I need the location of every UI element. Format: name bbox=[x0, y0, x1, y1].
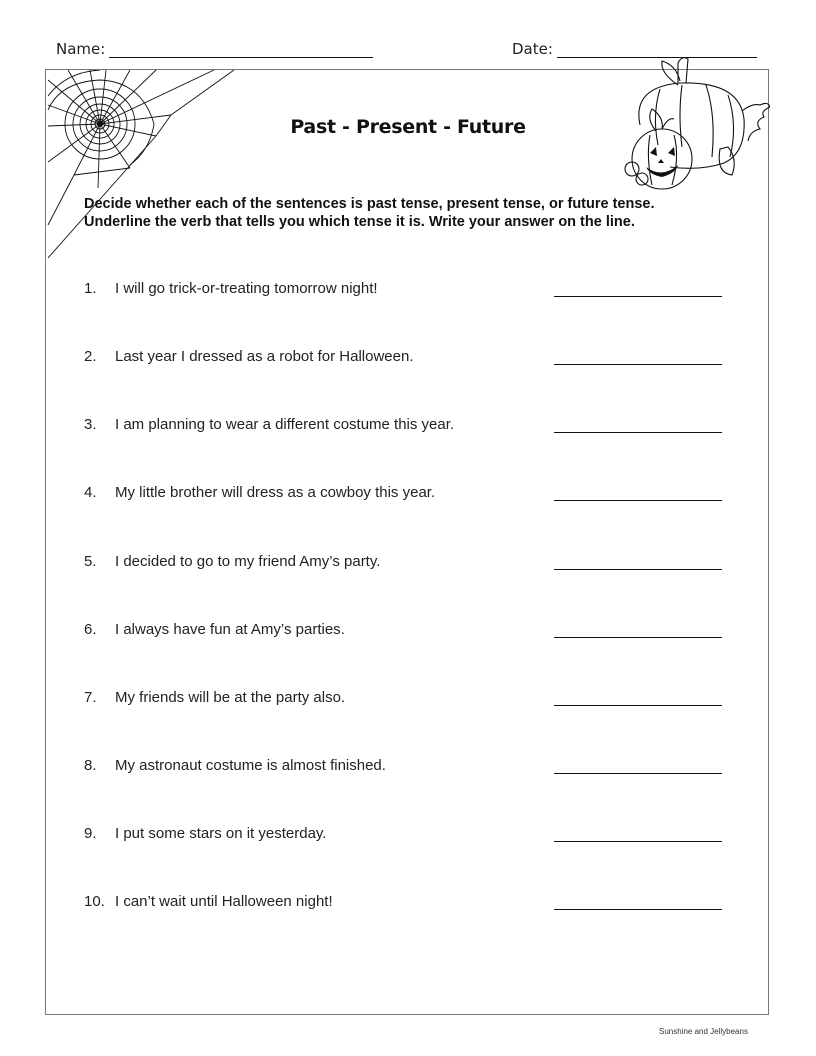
question-row bbox=[0, 553, 816, 577]
question-text: I put some stars on it yesterday. bbox=[115, 825, 327, 842]
name-line[interactable] bbox=[109, 41, 373, 58]
question-row bbox=[0, 825, 816, 849]
instructions bbox=[84, 195, 764, 231]
question-row bbox=[0, 893, 816, 917]
question-row bbox=[0, 757, 816, 781]
answer-line[interactable] bbox=[554, 432, 722, 433]
answer-line[interactable] bbox=[554, 705, 722, 706]
question-text: I decided to go to my friend Amy’s party. bbox=[115, 553, 381, 570]
question-number: 5. bbox=[84, 553, 97, 570]
question-number: 6. bbox=[84, 621, 97, 638]
answer-line[interactable] bbox=[554, 773, 722, 774]
answer-line[interactable] bbox=[554, 296, 722, 297]
question-text: I am planning to wear a different costume this year. bbox=[115, 416, 455, 433]
instructions-line-1: Decide whether each of the sentences is past tense, present tense, or future tense. bbox=[84, 196, 655, 212]
question-number: 2. bbox=[84, 348, 97, 365]
name-label: Name: bbox=[56, 40, 106, 58]
answer-line[interactable] bbox=[554, 364, 722, 365]
question-text: My friends will be at the party also. bbox=[115, 689, 346, 706]
question-row bbox=[0, 484, 816, 508]
question-number: 8. bbox=[84, 757, 97, 774]
date-label: Date: bbox=[512, 40, 553, 58]
answer-line[interactable] bbox=[554, 569, 722, 570]
name-field bbox=[56, 40, 373, 58]
answer-line[interactable] bbox=[554, 637, 722, 638]
footer-credit: Sunshine and Jellybeans bbox=[659, 1027, 748, 1036]
answer-line[interactable] bbox=[554, 841, 722, 842]
question-number: 1. bbox=[84, 280, 97, 297]
question-row bbox=[0, 348, 816, 372]
question-text: Last year I dressed as a robot for Halloween. bbox=[115, 348, 414, 365]
question-number: 9. bbox=[84, 825, 97, 842]
instructions-line-2: Underline the verb that tells you which tense it is. Write your answer on the line. bbox=[84, 214, 635, 230]
spider-web-icon bbox=[46, 70, 246, 260]
question-text: I will go trick-or-treating tomorrow night! bbox=[115, 280, 378, 297]
question-row bbox=[0, 689, 816, 713]
answer-line[interactable] bbox=[554, 909, 722, 910]
question-text: My little brother will dress as a cowboy this year. bbox=[115, 484, 436, 501]
question-text: I always have fun at Amy’s parties. bbox=[115, 621, 345, 638]
question-number: 10. bbox=[84, 893, 105, 910]
question-row bbox=[0, 280, 816, 304]
worksheet-title: Past - Present - Future bbox=[290, 116, 526, 138]
question-row bbox=[0, 416, 816, 440]
answer-line[interactable] bbox=[554, 500, 722, 501]
question-number: 3. bbox=[84, 416, 97, 433]
question-number: 4. bbox=[84, 484, 97, 501]
question-number: 7. bbox=[84, 689, 97, 706]
question-text: I can’t wait until Halloween night! bbox=[115, 893, 333, 910]
question-row bbox=[0, 621, 816, 645]
question-text: My astronaut costume is almost finished. bbox=[115, 757, 386, 774]
